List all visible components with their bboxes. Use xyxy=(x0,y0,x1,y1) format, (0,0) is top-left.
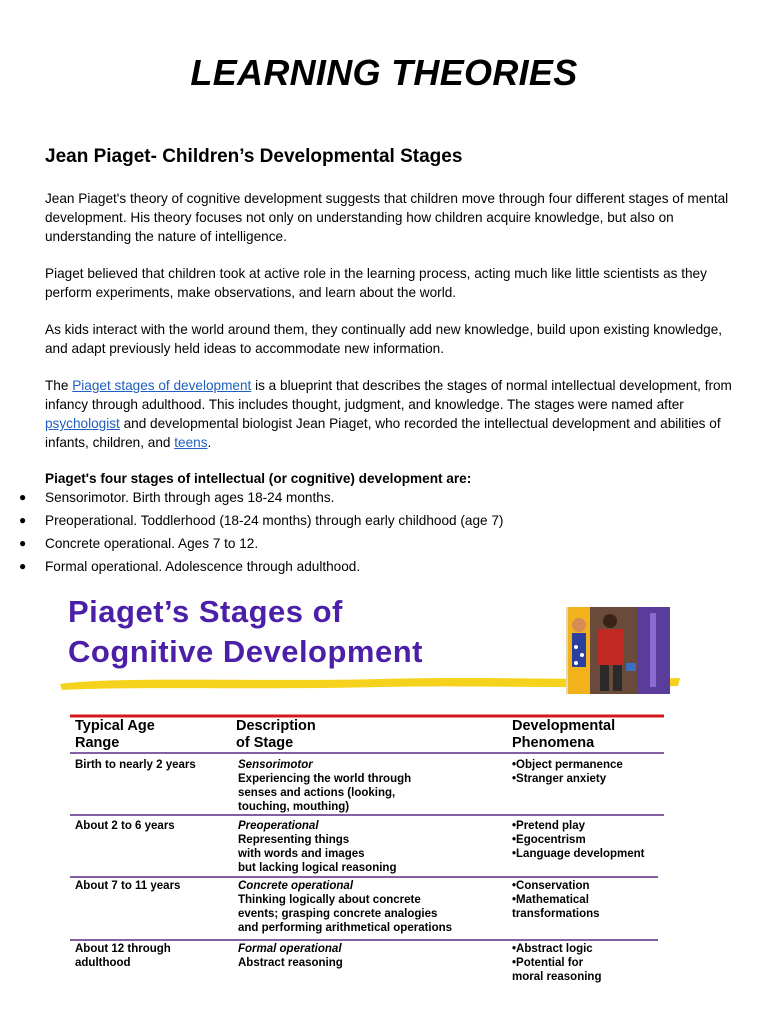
row-2-age-text: About 2 to 6 years xyxy=(75,820,175,832)
list-item xyxy=(0,557,503,580)
row-4-age-text: About 12 through xyxy=(75,943,171,955)
row-4-phen-line: •Potential for xyxy=(512,957,584,969)
row-2-desc-line: Representing things xyxy=(238,834,350,846)
row-2-desc-line: but lacking logical reasoning xyxy=(238,862,397,874)
header-description xyxy=(236,718,316,752)
list-item-text: Preoperational. Toddlerhood (18-24 months) through early childhood (age 7) xyxy=(45,513,504,528)
stages-figure xyxy=(0,590,768,1010)
figure-title-line-1: Piaget’s Stages of xyxy=(68,594,343,629)
paragraph-1: Jean Piaget's theory of cognitive development suggests that children move through four different stages of mental development. His theory focuses not only on understanding how children acquire knowledge, but also on understanding the nature of intelligence. xyxy=(45,191,729,244)
paragraph-4 xyxy=(45,376,735,452)
list-item-text: Formal operational. Adolescence through adulthood. xyxy=(45,559,361,574)
list-item xyxy=(0,488,503,511)
header-description-line-2: of Stage xyxy=(236,735,294,751)
row-1-desc-line: touching, mouthing) xyxy=(238,801,350,813)
figure-title-line-2: Cognitive Development xyxy=(68,634,423,669)
piaget-stages-link[interactable]: Piaget stages of development xyxy=(72,378,252,393)
row-1-age-text: Birth to nearly 2 years xyxy=(75,759,196,771)
row-3-description xyxy=(238,879,452,935)
teens-link[interactable]: teens xyxy=(174,435,208,450)
paragraph-4-text-2: is a blueprint that describes the stages of normal intellectual development, from infancy through adulthood. This includes thought, judgment, and knowledge. The stages were named after xyxy=(45,378,732,412)
stages-heading: Piaget's four stages of intellectual (or cognitive) development are: xyxy=(45,471,472,486)
row-4-description xyxy=(238,942,343,970)
row-1-desc-line: Experiencing the world through xyxy=(238,773,412,785)
row-3-desc-line: events; grasping concrete analogies xyxy=(238,908,438,920)
header-age-line-1: Typical Age xyxy=(75,718,155,734)
row-2-age xyxy=(75,819,175,833)
header-age xyxy=(75,718,155,752)
row-3-phenomena xyxy=(512,879,600,921)
paragraph-4-text-4: . xyxy=(207,435,212,450)
row-1-stage-name: Sensorimotor xyxy=(238,759,313,771)
row-1-phenomena xyxy=(512,758,623,786)
row-4-stage-name: Formal operational xyxy=(238,943,342,955)
paragraph-2: Piaget believed that children took at active role in the learning process, acting much like little scientists as they perform experiments, make observations, and learn about the world. xyxy=(45,266,707,300)
psychologist-link[interactable]: psychologist xyxy=(45,416,120,431)
row-3-desc-line: Thinking logically about concrete xyxy=(238,894,421,906)
header-phenomena-line-1: Developmental xyxy=(512,718,616,734)
row-2-phen-line: •Egocentrism xyxy=(512,834,586,846)
row-3-phen-line: •Mathematical xyxy=(512,894,589,906)
row-2-phen-line: •Pretend play xyxy=(512,820,586,832)
row-1-desc-line: senses and actions (looking, xyxy=(238,787,396,799)
header-phenomena xyxy=(512,718,615,752)
row-1-phen-line: •Stranger anxiety xyxy=(512,773,607,785)
row-4-phen-line: •Abstract logic xyxy=(512,943,593,955)
row-4-phen-line: moral reasoning xyxy=(512,971,602,983)
row-3-phen-line: transformations xyxy=(512,908,600,920)
bullet-icon: ● xyxy=(19,536,27,550)
row-1-phen-line: •Object permanence xyxy=(512,759,623,771)
header-phenomena-line-2: Phenomena xyxy=(512,735,595,751)
row-3-phen-line: •Conservation xyxy=(512,880,590,892)
paragraph-4-text-3: and developmental biologist Jean Piaget, who recorded the intellectual development and abilities of infants, children, and xyxy=(45,416,721,450)
list-item xyxy=(0,511,503,534)
row-2-phen-line: •Language development xyxy=(512,848,645,860)
row-4-age-text: adulthood xyxy=(75,957,131,969)
section-subtitle: Jean Piaget- Children’s Developmental Stages xyxy=(45,146,463,167)
row-1-description xyxy=(238,758,411,814)
row-2-desc-line: with words and images xyxy=(238,848,365,860)
row-1-age xyxy=(75,758,196,772)
row-4-phenomena xyxy=(512,942,601,984)
list-item-text: Concrete operational. Ages 7 to 12. xyxy=(45,536,259,551)
document-title: LEARNING THEORIES xyxy=(190,52,578,93)
bullet-icon: ● xyxy=(19,490,27,504)
bullet-icon: ● xyxy=(19,559,27,573)
row-2-stage-name: Preoperational xyxy=(238,820,319,832)
stages-list xyxy=(0,488,503,580)
row-2-phenomena xyxy=(512,819,644,861)
bullet-icon: ● xyxy=(19,513,27,527)
paragraph-4-text-1: The xyxy=(45,378,73,393)
row-4-age xyxy=(75,942,171,970)
row-3-age-text: About 7 to 11 years xyxy=(75,880,181,892)
row-2-description xyxy=(238,819,396,875)
row-3-age xyxy=(75,879,180,893)
row-3-stage-name: Concrete operational xyxy=(238,880,354,892)
list-item-text: Sensorimotor. Birth through ages 18-24 months. xyxy=(45,490,335,505)
header-description-line-1: Description xyxy=(236,718,316,734)
paragraph-3: As kids interact with the world around them, they continually add new knowledge, build upon existing knowledge, and adapt previously held ideas to accommodate new information. xyxy=(45,322,723,356)
header-age-line-2: Range xyxy=(75,735,120,751)
row-4-desc-line: Abstract reasoning xyxy=(238,957,343,969)
list-item xyxy=(0,534,503,557)
row-3-desc-line: and performing arithmetical operations xyxy=(238,922,453,934)
